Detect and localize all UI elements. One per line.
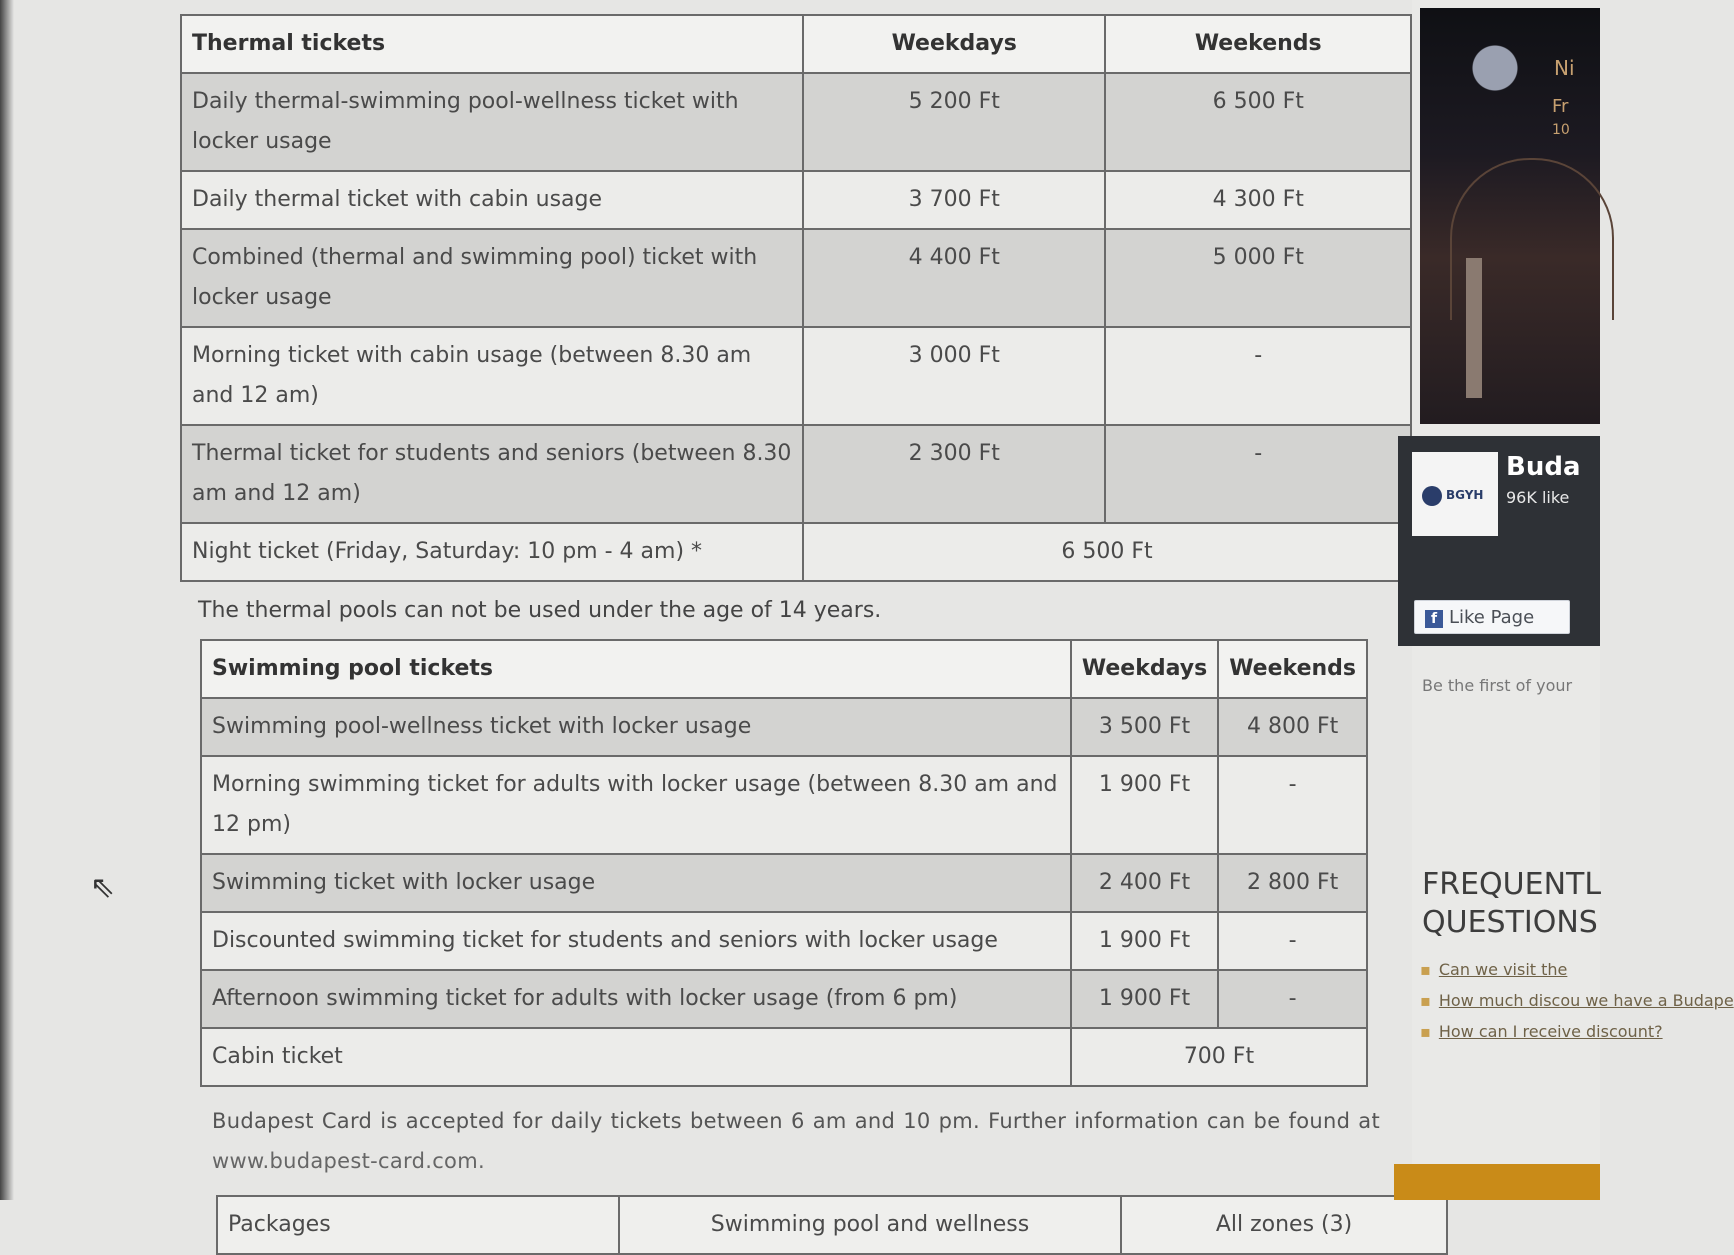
header-weekends: Weekends	[1218, 640, 1367, 698]
header-all-zones: All zones (3)	[1121, 1196, 1447, 1254]
table-row	[201, 698, 1367, 756]
ticket-name: Morning ticket with cabin usage (between 8.30 am and 12 am)	[181, 327, 803, 425]
header-weekdays: Weekdays	[803, 15, 1105, 73]
weekend-price: 5 000 Ft	[1105, 229, 1411, 327]
table-row	[181, 73, 1411, 171]
cabin-ticket-price: 700 Ft	[1071, 1028, 1367, 1086]
header-weekends: Weekends	[1105, 15, 1411, 73]
promo-title: Ni	[1554, 56, 1575, 80]
bgyh-logo-text: BGYH	[1446, 488, 1484, 502]
table-row	[181, 327, 1411, 425]
column-shape	[1466, 258, 1482, 398]
weekend-price: 6 500 Ft	[1105, 73, 1411, 171]
like-page-label: Like Page	[1449, 607, 1535, 628]
table-row	[201, 1028, 1367, 1086]
night-bath-promo-image[interactable]	[1420, 8, 1600, 424]
weekday-price: 5 200 Ft	[803, 73, 1105, 171]
facebook-page-name[interactable]: Buda	[1506, 452, 1581, 482]
cabin-ticket-name: Cabin ticket	[201, 1028, 1071, 1086]
swimming-table-wrapper	[200, 639, 1368, 1087]
table-row	[181, 229, 1411, 327]
faq-link[interactable]: How much discou we have a Budape	[1438, 991, 1734, 1010]
weekend-price: -	[1105, 327, 1411, 425]
facebook-icon: f	[1425, 610, 1443, 628]
budapest-card-note	[180, 1087, 1412, 1195]
header-weekdays: Weekdays	[1071, 640, 1218, 698]
faq-heading-line2: QUESTIONS	[1422, 905, 1598, 940]
table-header-row	[217, 1196, 1447, 1254]
table-row	[201, 756, 1367, 854]
header-packages: Packages	[217, 1196, 619, 1254]
ticket-name: Daily thermal-swimming pool-wellness ticket with locker usage	[181, 73, 803, 171]
weekday-price: 2 400 Ft	[1071, 854, 1218, 912]
budapest-card-text: Budapest Card is accepted for daily tickets between 6 am and 10 pm. Further information can be found at	[212, 1109, 1380, 1133]
promo-text-line1: Fr	[1552, 96, 1569, 117]
faq-item	[1420, 991, 1734, 1010]
header-swimming-pool-tickets: Swimming pool tickets	[201, 640, 1071, 698]
ticket-name: Afternoon swimming ticket for adults with locker usage (from 6 pm)	[201, 970, 1071, 1028]
faq-list	[1420, 960, 1734, 1053]
weekday-price: 3 000 Ft	[803, 327, 1105, 425]
table-row	[181, 523, 1411, 581]
main-content	[180, 14, 1412, 1255]
weekday-price: 2 300 Ft	[803, 425, 1105, 523]
table-header-row	[201, 640, 1367, 698]
ticket-name: Morning swimming ticket for adults with locker usage (between 8.30 am and 12 pm)	[201, 756, 1071, 854]
ticket-name: Discounted swimming ticket for students and seniors with locker usage	[201, 912, 1071, 970]
ticket-name: Daily thermal ticket with cabin usage	[181, 171, 803, 229]
packages-table	[216, 1195, 1448, 1255]
age-restriction-note: The thermal pools can not be used under the age of 14 years.	[198, 598, 882, 623]
table-row	[201, 854, 1367, 912]
faq-item	[1420, 960, 1734, 979]
facebook-likes-count: 96K like	[1506, 488, 1570, 507]
ticket-name: Thermal ticket for students and seniors (between 8.30 am and 12 am)	[181, 425, 803, 523]
weekday-price: 3 700 Ft	[803, 171, 1105, 229]
table-row	[181, 425, 1411, 523]
promo-text-line2: 10	[1552, 122, 1570, 138]
weekday-price: 1 900 Ft	[1071, 970, 1218, 1028]
sidebar-accent-bar	[1394, 1164, 1600, 1200]
weekend-price: 4 300 Ft	[1105, 171, 1411, 229]
faq-link[interactable]: Can we visit the	[1438, 960, 1568, 979]
facebook-page-thumbnail[interactable]	[1412, 452, 1498, 536]
facebook-prompt-text: Be the first of your	[1422, 676, 1573, 695]
table-row	[181, 171, 1411, 229]
header-thermal-tickets: Thermal tickets	[181, 15, 803, 73]
like-page-button[interactable]	[1414, 600, 1570, 634]
bgyh-logo-icon	[1422, 486, 1442, 506]
weekend-price: -	[1105, 425, 1411, 523]
faq-link[interactable]: How can I receive discount?	[1438, 1022, 1663, 1041]
weekday-price: 1 900 Ft	[1071, 756, 1218, 854]
screen-edge-shadow	[0, 0, 14, 1200]
weekend-price: -	[1218, 970, 1367, 1028]
weekend-price: -	[1218, 756, 1367, 854]
weekend-price: 2 800 Ft	[1218, 854, 1367, 912]
right-sidebar	[1412, 0, 1734, 1200]
night-ticket-name: Night ticket (Friday, Saturday: 10 pm - 4 am) *	[181, 523, 803, 581]
facebook-page-widget	[1398, 436, 1600, 646]
ticket-name: Combined (thermal and swimming pool) ticket with locker usage	[181, 229, 803, 327]
faq-item	[1420, 1022, 1734, 1041]
mouse-cursor-icon: ⇖	[90, 870, 116, 905]
weekday-price: 4 400 Ft	[803, 229, 1105, 327]
weekday-price: 3 500 Ft	[1071, 698, 1218, 756]
table-header-row	[181, 15, 1411, 73]
weekend-price: -	[1218, 912, 1367, 970]
thermal-tickets-table	[180, 14, 1412, 582]
budapest-card-link[interactable]: www.budapest-card.com.	[212, 1149, 485, 1173]
table-row	[201, 970, 1367, 1028]
faq-heading-line1: FREQUENTL	[1422, 867, 1602, 902]
night-ticket-price: 6 500 Ft	[803, 523, 1411, 581]
weekday-price: 1 900 Ft	[1071, 912, 1218, 970]
weekend-price: 4 800 Ft	[1218, 698, 1367, 756]
table-row	[201, 912, 1367, 970]
swimming-tickets-table	[200, 639, 1368, 1087]
header-swimming-pool-and-wellness: Swimming pool and wellness	[619, 1196, 1121, 1254]
faq-heading	[1422, 866, 1601, 942]
ticket-name: Swimming ticket with locker usage	[201, 854, 1071, 912]
ticket-name: Swimming pool-wellness ticket with locker usage	[201, 698, 1071, 756]
